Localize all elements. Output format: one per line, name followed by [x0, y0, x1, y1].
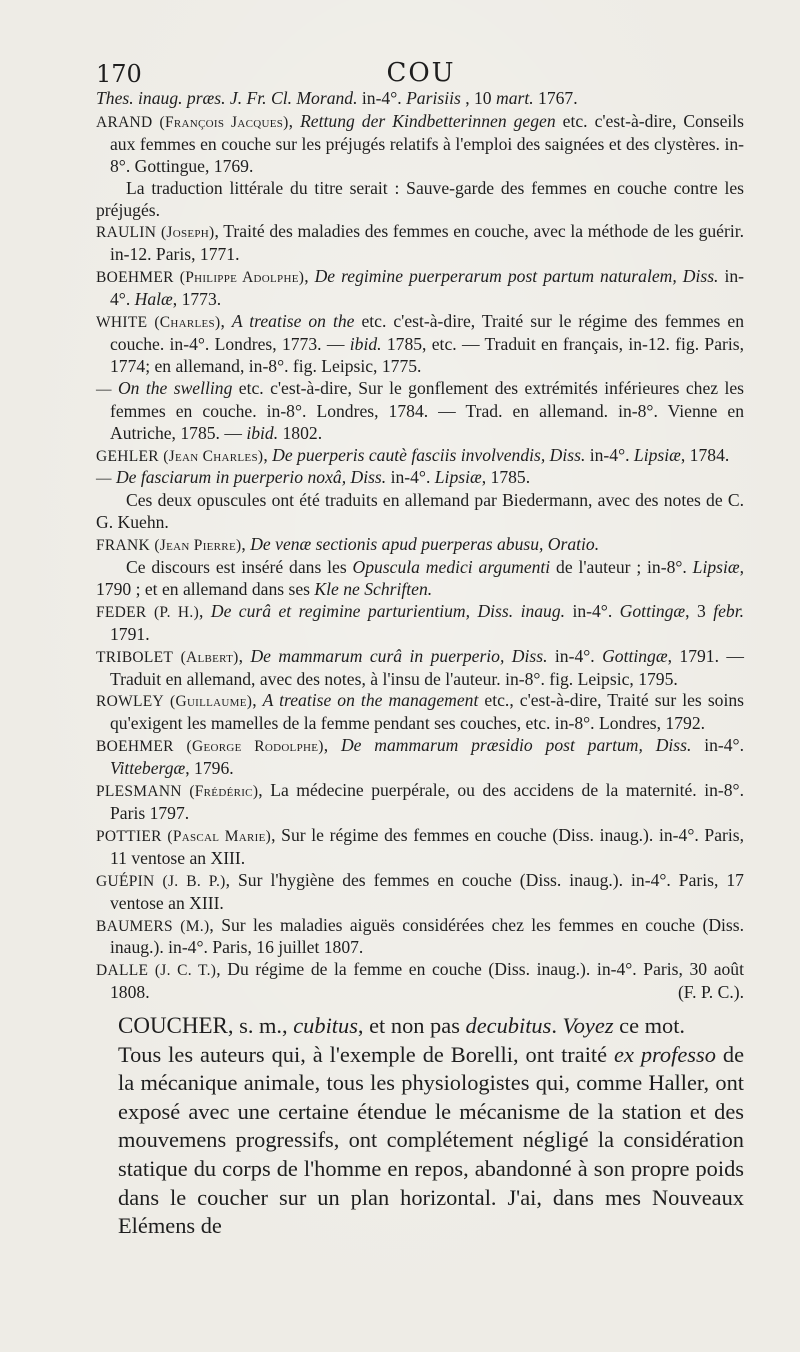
- author-name: POTTIER: [96, 827, 162, 845]
- author-forenames: (Guillaume): [170, 693, 253, 711]
- text-fragment: , 10: [460, 88, 496, 108]
- author-name: BOEHMER: [96, 738, 174, 756]
- text-fragment: etc., c'est-à-dire, Traité sur les soins qu'exigent les mamelles de la femme pendant ses couches, etc. in-8°. Londres, 1792.: [110, 690, 744, 734]
- title-italic: A treatise on the management: [262, 690, 479, 711]
- text-fragment: Sur les maladies aiguës considérées chez les femmes en couche (Diss. inaug.). in-4°. Paris, 16 juillet 1807.: [110, 914, 745, 958]
- text-fragment: etc. c'est-à-dire, Traité sur le régime des femmes en couche. in-4°. Londres, 1773. —: [110, 311, 744, 354]
- text-fragment: in-4°.: [691, 735, 744, 756]
- separator: ,: [323, 735, 341, 756]
- note-text: La traduction littérale du titre serait : Sauve-garde des femmes en couche contre les préjugés.: [96, 177, 744, 220]
- page-number: 170: [96, 60, 142, 88]
- text-fragment: , et non pas: [357, 1013, 466, 1038]
- separator: ,: [263, 444, 273, 465]
- italic-fragment: Kle ne Schriften.: [314, 578, 433, 599]
- italic-fragment: febr.: [713, 600, 745, 621]
- author-name: FEDER: [96, 603, 147, 621]
- bibliography-entry: [96, 825, 744, 870]
- bibliography-entry: [96, 959, 744, 1004]
- text-fragment: etc. c'est-à-dire, Sur le gonflement des extrémités inférieures chez les femmes en couche. in-8°. Londres, 1784. — Trad. en allemand. in-8°. Vienne en Autriche, 1785. —: [110, 377, 744, 443]
- text-fragment: .: [551, 1013, 563, 1038]
- separator: ,: [225, 869, 238, 890]
- place-italic: Lipsiæ: [633, 444, 681, 465]
- bibliography-entry: [96, 311, 744, 378]
- title-italic: On the swelling: [117, 377, 233, 398]
- author-forenames: (Frédéric): [189, 783, 259, 801]
- author-name: TRIBOLET: [96, 648, 174, 666]
- bibliography-entry: [96, 915, 744, 960]
- article-paragraph: [118, 1041, 744, 1241]
- place-italic: Parisiis: [406, 88, 461, 108]
- text-fragment: , 1784.: [680, 444, 730, 465]
- italic-fragment: mart.: [496, 88, 534, 108]
- headword-grammar: , s. m.,: [227, 1013, 294, 1038]
- bibliography-entry: [96, 221, 744, 266]
- title-italic: De fasciarum in puerperio noxâ, Diss.: [115, 467, 387, 488]
- bibliography-entry: [96, 266, 744, 311]
- article-body: [118, 1012, 744, 1241]
- bibliography-entry: [96, 534, 744, 557]
- text-fragment: , 1785.: [481, 467, 531, 488]
- bibliography-entry: [96, 601, 744, 646]
- bibliography-note: [96, 178, 744, 222]
- author-name: GUÉPIN: [96, 872, 155, 890]
- title-italic: De venæ sectionis apud puerperas abusu, Oratio.: [250, 534, 600, 555]
- title-italic: De mammarum præsidio post partum, Diss.: [340, 735, 692, 756]
- place-italic: ibid.: [246, 422, 279, 443]
- article-heading-paragraph: [118, 1012, 744, 1041]
- note-text: Ce discours est inséré dans les: [126, 557, 353, 578]
- text-fragment: in-4°.: [110, 266, 745, 310]
- author-forenames: (Albert): [180, 648, 239, 666]
- text-fragment: in-4°.: [565, 600, 620, 621]
- author-forenames: (J. C. T.): [154, 962, 217, 980]
- title-italic: Opuscula medici argumenti: [352, 557, 551, 578]
- bibliography-entry: [96, 467, 744, 490]
- separator: ,: [252, 690, 263, 711]
- note-text: Ces deux opuscules ont été traduits en allemand par Biedermann, avec des notes de C. G. Kuehn.: [96, 490, 744, 533]
- author-name: FRANK: [96, 537, 150, 555]
- text-fragment: , 1773.: [172, 289, 222, 310]
- cross-reference: Voyez: [562, 1013, 614, 1038]
- author-signature: (F. P. C.).: [677, 982, 744, 1003]
- bibliography-entry: [96, 646, 744, 691]
- author-forenames: (Pascal Marie): [167, 827, 272, 845]
- separator: ,: [304, 266, 315, 287]
- author-forenames: (M.): [180, 917, 210, 935]
- place-italic: Lipsiæ: [434, 467, 482, 488]
- running-head: COU: [386, 58, 456, 88]
- bibliography-entry: [96, 735, 744, 780]
- author-name: ARAND: [96, 113, 153, 131]
- separator: ,: [214, 221, 224, 242]
- title-italic: Rettung der Kindbetterinnen gegen: [300, 110, 556, 131]
- text-fragment: 1802.: [278, 422, 323, 443]
- text-fragment: 1767.: [533, 88, 578, 108]
- separator: ,: [271, 824, 282, 845]
- text-fragment: de la mécanique animale, tous les physiologistes qui, comme Haller, ont exposé avec une certaine étendue le mécanisme de la station et des mouvemens progressifs, ont complétement négligé la considération statique du corps de l'homme en repos, abandonné à son propre poids dans le coucher sur un plan horizontal. J'ai, dans mes Nouveaux Elémens de: [118, 1041, 745, 1239]
- text-fragment: , 1791. — Traduit en allemand, avec des notes, à l'insu de l'auteur. in-8°. fig. Leipsic, 1795.: [110, 645, 744, 689]
- author-forenames: (Charles): [154, 314, 221, 332]
- title-italic: De curâ et regimine parturientium, Diss. inaug.: [210, 600, 566, 621]
- text-fragment: de l'auteur ; in-8°.: [550, 557, 693, 578]
- text-fragment: Sur l'hygiène des femmes en couche (Diss. inaug.). in-4°. Paris, 17 ventose an XIII.: [110, 869, 744, 913]
- bibliography-entry: [96, 780, 744, 825]
- separator: ,: [241, 534, 251, 555]
- separator: ,: [238, 645, 251, 666]
- text-fragment: , 3: [685, 600, 714, 621]
- separator: ,: [220, 311, 232, 332]
- bibliography-entry: [96, 111, 744, 178]
- separator: ,: [216, 959, 228, 980]
- text-fragment: , 1796.: [185, 758, 234, 779]
- place-italic: Vittebergæ: [110, 758, 186, 779]
- title-italic: A treatise on the: [231, 311, 355, 332]
- text-fragment: Traité des maladies des femmes en couche, avec la méthode de les guérir. in-12. Paris, 1771.: [110, 221, 745, 265]
- author-forenames: (Philippe Adolphe): [179, 269, 305, 287]
- place-italic: Lipsiæ: [692, 557, 740, 578]
- author-name: ROWLEY: [96, 693, 164, 711]
- title-italic: De puerperis cautè fasciis involvendis, Diss.: [272, 444, 586, 465]
- author-forenames: (Joseph): [160, 224, 215, 242]
- latin-term: cubitus: [293, 1013, 358, 1038]
- author-name: PLESMANN: [96, 783, 182, 801]
- author-name: BOEHMER: [96, 269, 174, 287]
- author-name: —: [96, 470, 116, 488]
- author-name: WHITE: [96, 314, 148, 332]
- separator: ,: [258, 780, 271, 801]
- author-forenames: (François Jacques): [159, 113, 289, 131]
- page-header: [96, 58, 746, 92]
- bibliography-entry: [96, 690, 744, 735]
- separator: ,: [209, 914, 222, 935]
- author-forenames: (Jean Pierre): [154, 537, 242, 555]
- text-fragment: 1791.: [110, 623, 150, 644]
- author-name: RAULIN: [96, 224, 157, 242]
- bibliography-entry: [96, 445, 744, 468]
- bibliography-note: [96, 490, 744, 534]
- text-fragment: Sur le régime des femmes en couche (Diss. inaug.). in-4°. Paris, 11 ventose an XIII.: [110, 824, 744, 868]
- bibliography: [96, 88, 744, 1004]
- author-name: BAUMERS: [96, 917, 173, 935]
- author-forenames: (Jean Charles): [163, 447, 264, 465]
- separator: ,: [288, 110, 301, 131]
- title-italic: De mammarum curâ in puerperio, Diss.: [250, 645, 548, 666]
- author-name: DALLE: [96, 962, 149, 980]
- author-forenames: (George Rodolphe): [186, 738, 324, 756]
- text-fragment: in-4°.: [547, 645, 603, 666]
- bibliography-entry: [96, 378, 744, 445]
- text-fragment: 1785, etc. — Traduit en français, in-12. fig. Paris, 1774; en allemand, in-8°. fig. Leipsic, 1775.: [110, 333, 744, 376]
- bibliography-entry: [96, 870, 744, 915]
- author-forenames: (J. B. P.): [162, 872, 226, 890]
- place-italic: Gottingæ: [619, 600, 686, 621]
- text-fragment: in-4°.: [585, 444, 634, 465]
- text-fragment: ce mot.: [613, 1013, 686, 1038]
- text-fragment: etc. c'est-à-dire, Conseils aux femmes en couche sur les préjugés relatifs à l'emploi des saignées et des clystères. in-8°. Gottingue, 1769.: [110, 110, 744, 176]
- text-fragment: La médecine puerpérale, ou des accidens de la maternité. in-8°. Paris 1797.: [110, 780, 744, 823]
- text-fragment: Du régime de la femme en couche (Diss. inaug.). in-4°. Paris, 30 août 1808.: [110, 959, 744, 1003]
- latin-term-alt: decubitus: [465, 1013, 552, 1038]
- title-italic: De regimine puerperarum post partum naturalem, Diss.: [314, 266, 719, 287]
- text-fragment: , 1790 ; et en allemand dans ses: [96, 557, 745, 599]
- bibliography-entry: [96, 88, 744, 111]
- place-italic: Gottingæ: [602, 645, 668, 666]
- headword: COUCHER: [118, 1013, 228, 1038]
- place-italic: ibid.: [349, 333, 382, 354]
- separator: ,: [199, 600, 211, 621]
- text-fragment: in-4°.: [386, 467, 435, 488]
- author-forenames: (P. H.): [153, 603, 200, 621]
- bibliography-note: [96, 557, 744, 601]
- text-fragment: Tous les auteurs qui, à l'exemple de Borelli, ont traité: [118, 1041, 615, 1067]
- title-italic: Thes. inaug. præs. J. Fr. Cl. Morand.: [96, 88, 358, 108]
- latin-phrase: ex professo: [614, 1041, 716, 1067]
- author-name: GEHLER: [96, 447, 159, 465]
- place-italic: Halæ: [134, 289, 173, 310]
- author-name: —: [96, 380, 118, 398]
- text-fragment: in-4°.: [357, 88, 407, 108]
